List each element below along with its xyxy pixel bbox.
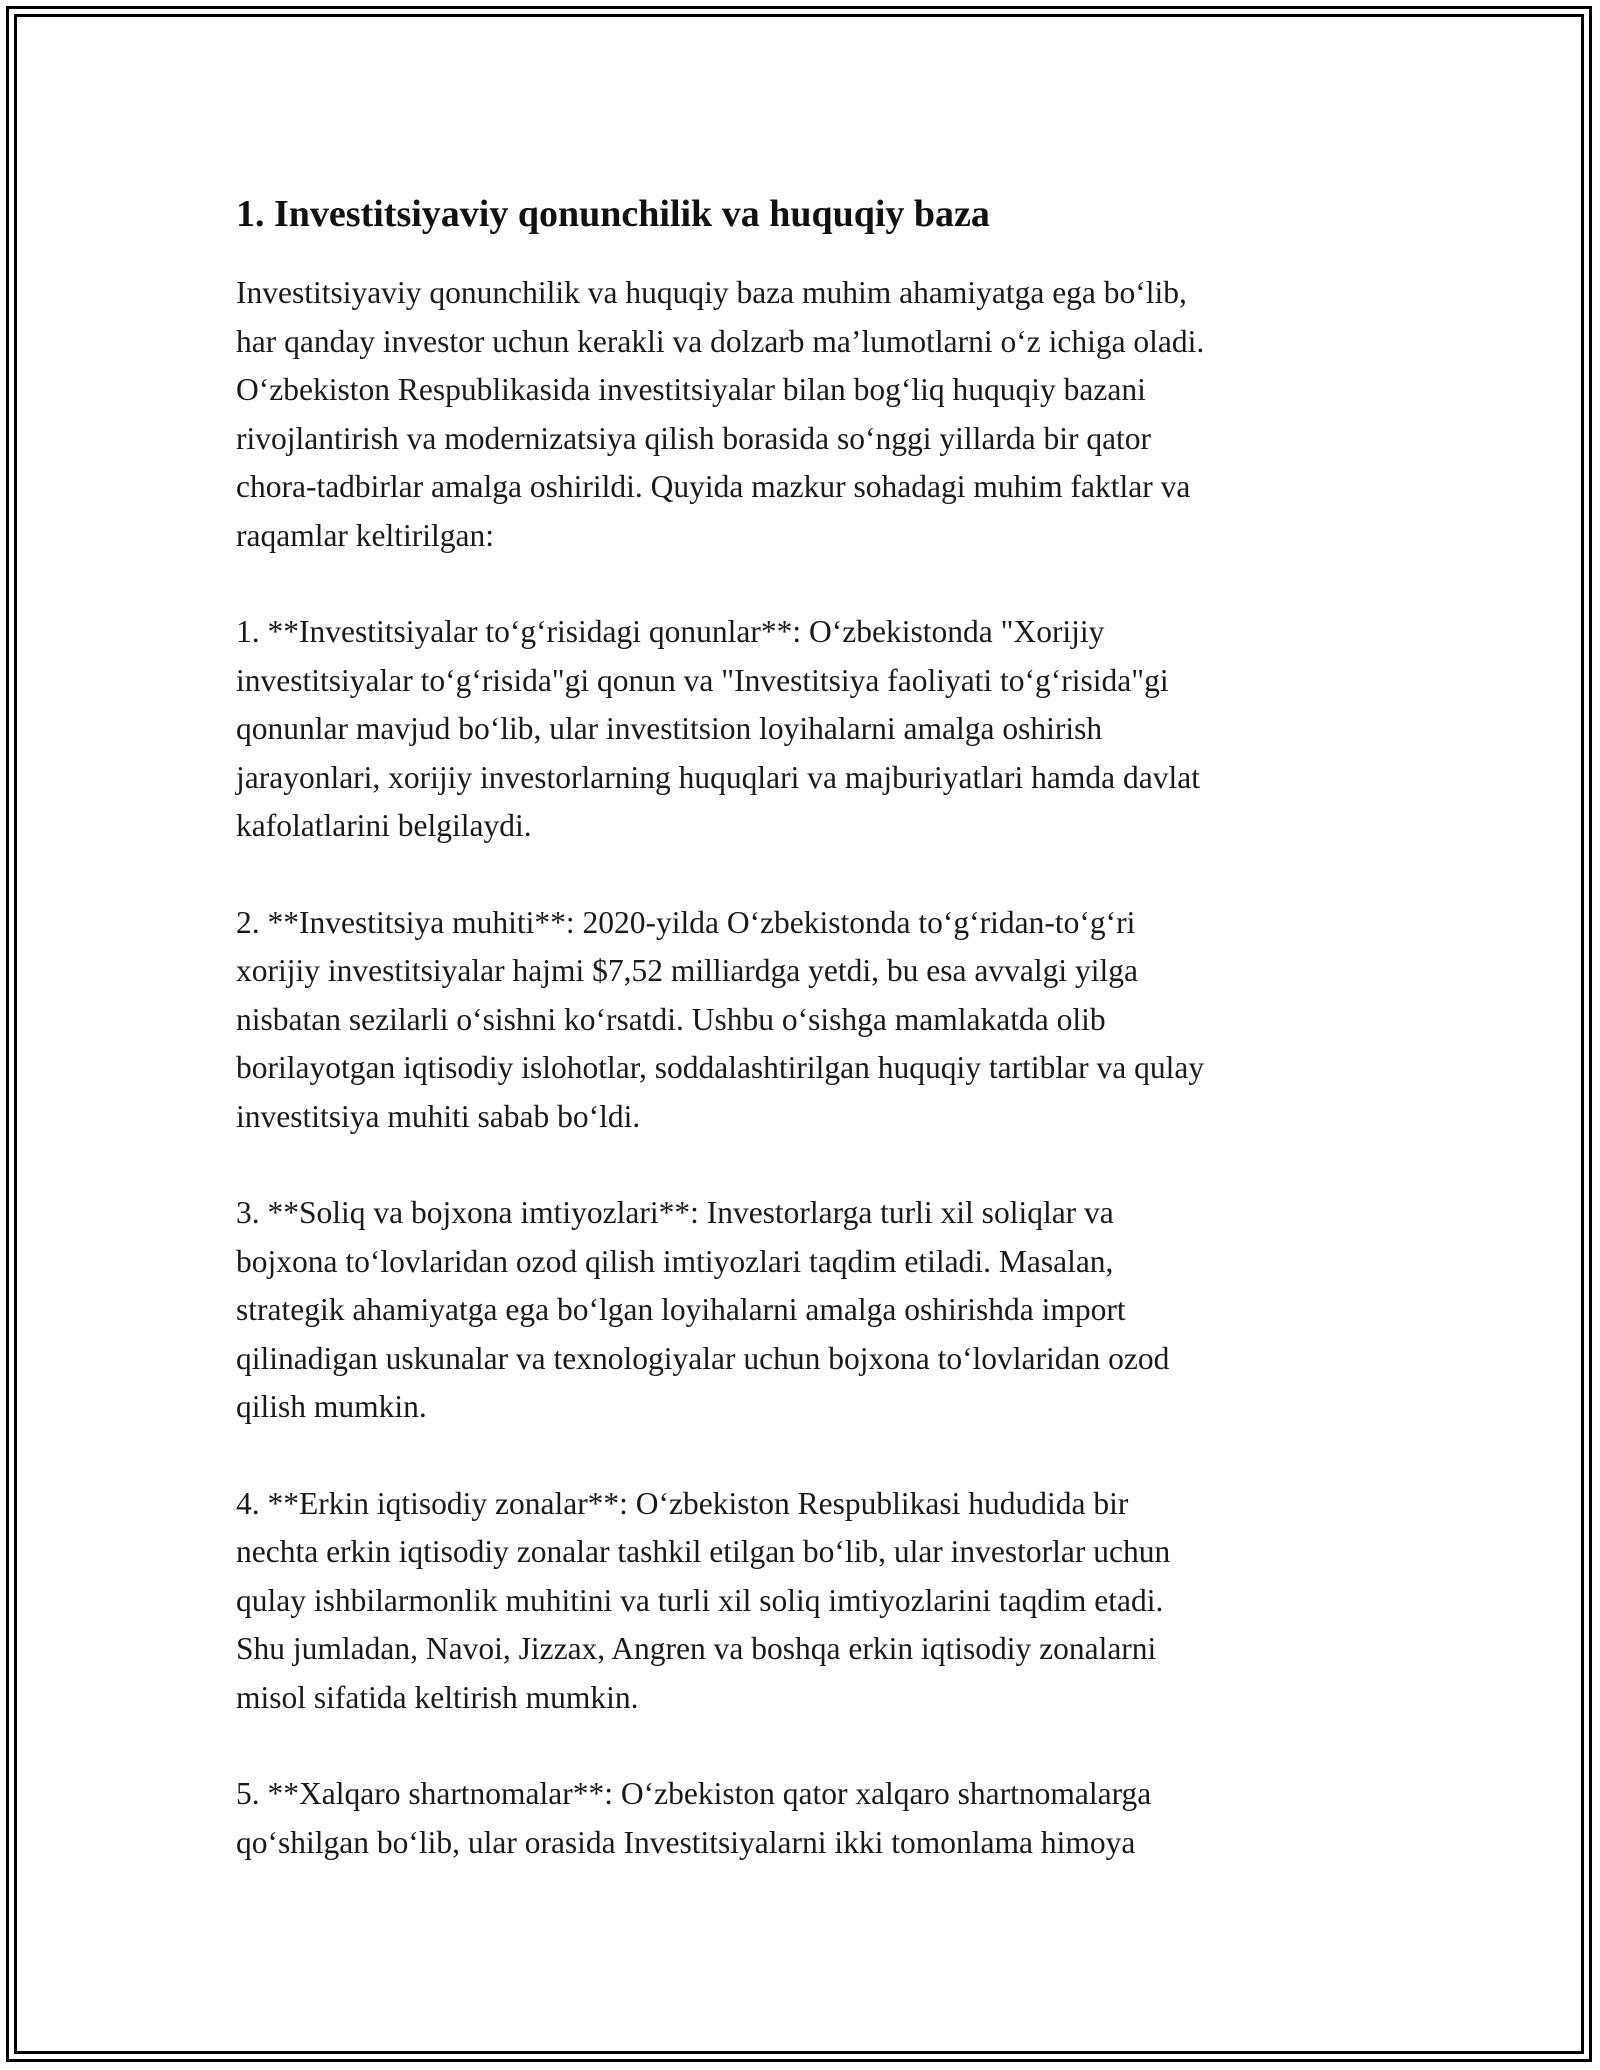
section-heading: 1. Investitsiyaviy qonunchilik va huquqiy baza xyxy=(236,193,990,235)
list-item-tax-customs-benefits: 3. **Soliq va bojxona imtiyozlari**: Investorlarga turli xil soliqlar va bojxona to‘lovlaridan ozod qilish imtiyozlari taqdim etiladi. Masalan, strategik ahamiyatga ega bo‘lgan loyihalarni amalga oshirishda import qilinadigan uskunalar va texnologiyalar uchun bojxona to‘lovlaridan ozod qilish mumkin. xyxy=(236,1195,1170,1424)
list-item-investment-climate: 2. **Investitsiya muhiti**: 2020-yilda O‘zbekistonda to‘g‘ridan-to‘g‘ri xorijiy investitsiyalar hajmi $7,52 milliardga yetdi, bu esa avvalgi yilga nisbatan sezilarli o‘sishni ko‘rsatdi. Ushbu o‘sishga mamlakatda olib borilayotgan iqtisodiy islohotlar, soddalashtirilgan huquqiy tartiblar va qulay investitsiya muhiti sabab bo‘ldi. xyxy=(236,904,1205,1134)
list-item-investment-laws: 1. **Investitsiyalar to‘g‘risidagi qonunlar**: O‘zbekistonda "Xorijiy investitsiyalar to‘g‘risida"gi qonun va "Investitsiya faoliyati to‘g‘risida"gi qonunlar mavjud bo‘lib, ular investitsion loyihalarni amalga oshirish jarayonlari, xorijiy investorlarning huquqlari va majburiyatlari hamda davlat kafolatlarini belgilaydi. xyxy=(236,614,1200,843)
document-body xyxy=(236,183,1376,1915)
intro-paragraph: Investitsiyaviy qonunchilik va huquqiy baza muhim ahamiyatga ega bo‘lib, har qanday investor uchun kerakli va dolzarb ma’lumotlarni o‘z ichiga oladi. O‘zbekiston Respublikasida investitsiyalar bilan bog‘liq huquqiy bazani rivojlantirish va modernizatsiya qilish borasida so‘nggi yillarda bir qator chora-tadbirlar amalga oshirildi. Quyida mazkur sohadagi muhim faktlar va raqamlar keltirilgan: xyxy=(236,275,1205,553)
list-item-international-agreements: 5. **Xalqaro shartnomalar**: O‘zbekiston qator xalqaro shartnomalarga qo‘shilgan bo‘lib, ular orasida Investitsiyalarni ikki tomonlama himoya xyxy=(236,1776,1152,1860)
list-item-free-economic-zones: 4. **Erkin iqtisodiy zonalar**: O‘zbekiston Respublikasi hududida bir nechta erkin iqtisodiy zonalar tashkil etilgan bo‘lib, ular investorlar uchun qulay ishbilarmonlik muhitini va turli xil soliq imtiyozlarini taqdim etadi. Shu jumladan, Navoi, Jizzax, Angren va boshqa erkin iqtisodiy zonalarni misol sifatida keltirish mumkin. xyxy=(236,1485,1171,1715)
